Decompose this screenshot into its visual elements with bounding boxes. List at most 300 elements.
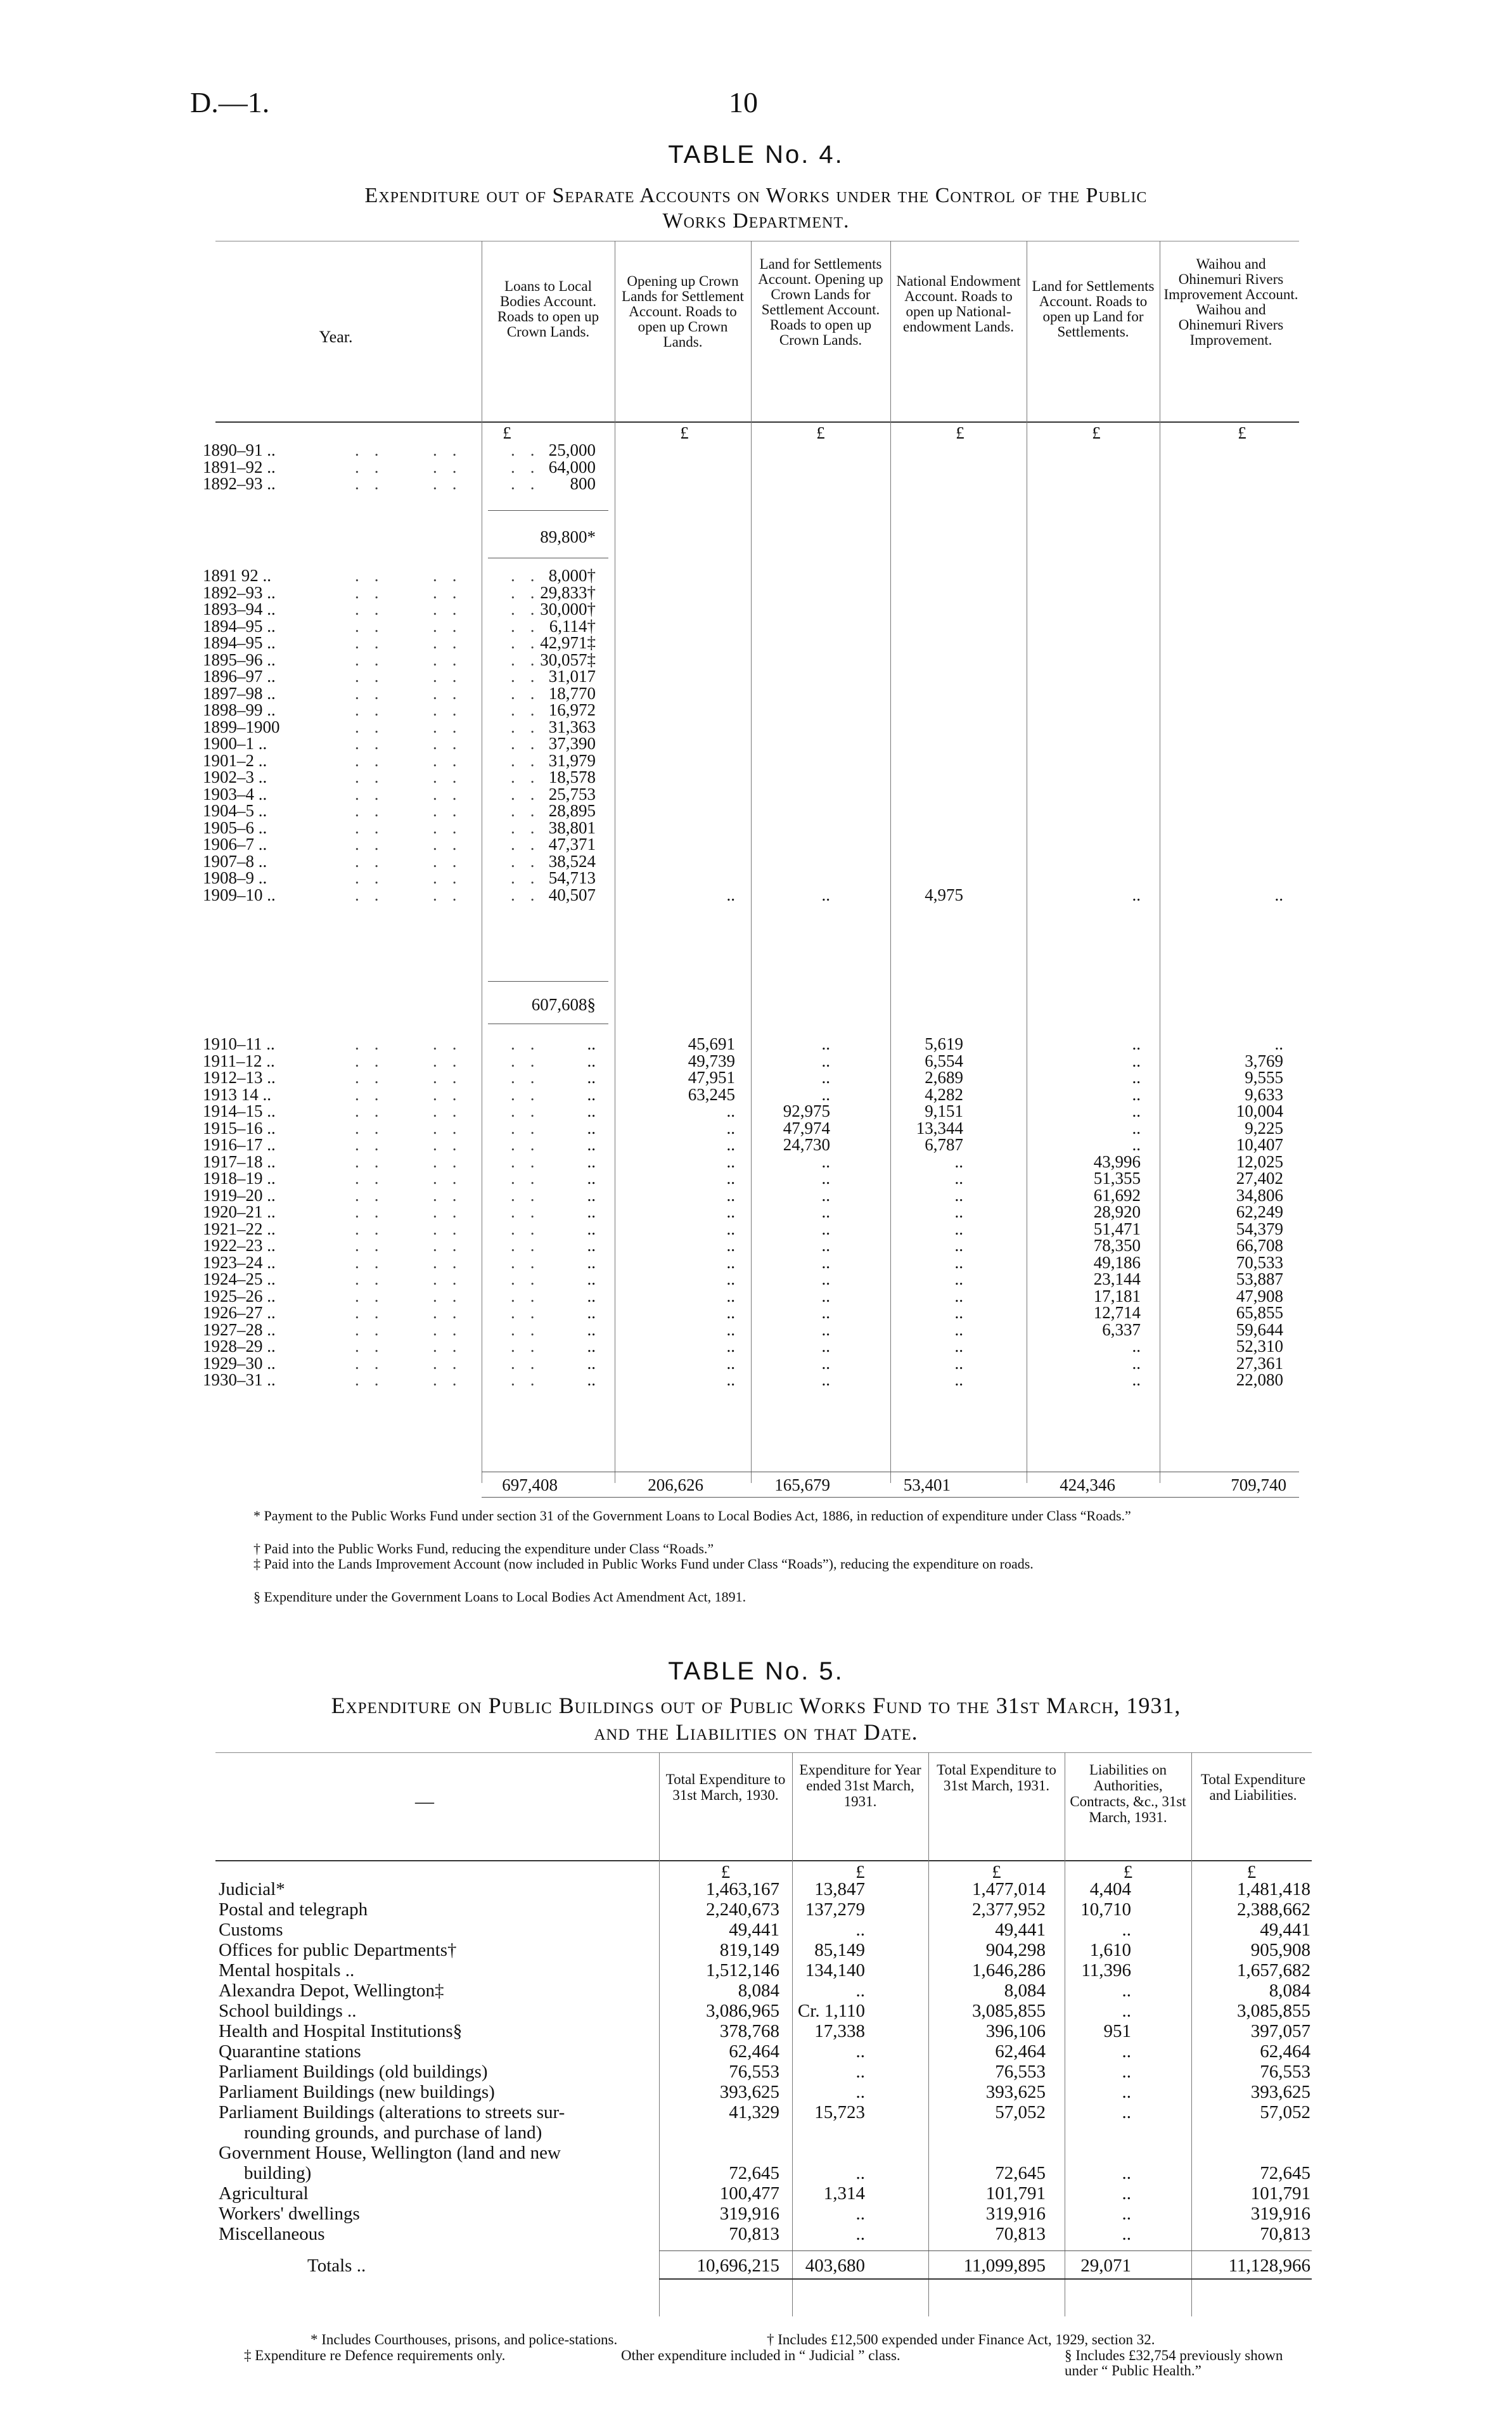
loans-cell: .. — [587, 1353, 596, 1373]
loans-cell: 25,000 — [548, 440, 596, 459]
loans-cell: 42,971‡ — [540, 633, 596, 652]
leader-dots: .. .. .. — [355, 818, 550, 837]
year-label: 1904–5 .. — [203, 801, 267, 820]
landset-cell: 61,692 — [1093, 1185, 1141, 1205]
national-cell: .. — [954, 1202, 963, 1221]
loans-cell: 31,017 — [548, 667, 596, 686]
landset-open-cell: .. — [821, 1202, 830, 1221]
leader-dots: .. .. .. — [355, 1169, 550, 1188]
year-label: 1899–1900 — [203, 717, 280, 736]
table5-c3-cell: 1,477,014 — [972, 1879, 1046, 1899]
table5-c5-cell: 76,553 — [1260, 2062, 1310, 2082]
loans-cell: .. — [587, 1202, 596, 1221]
table5-note-3: ‡ Expenditure re Defence requirements only. — [244, 2347, 506, 2363]
opening-cell: .. — [726, 1269, 735, 1288]
leader-dots: .. .. .. — [355, 1370, 550, 1389]
landset-cell: 51,471 — [1093, 1219, 1141, 1238]
totals-rule — [659, 2250, 1312, 2251]
loans-cell: 29,833† — [540, 582, 596, 602]
total-landset-open: 165,679 — [774, 1475, 830, 1494]
leader-dots: .. .. .. — [355, 667, 550, 686]
table5-c2-cell: .. — [855, 2062, 865, 2082]
leader-dots: .. .. .. — [355, 1101, 550, 1120]
currency-sign: £ — [956, 423, 964, 442]
header-total-1931: Total Expenditure to 31st March, 1931. — [937, 1762, 1056, 1794]
waihou-cell: 10,004 — [1236, 1101, 1283, 1120]
national-cell: .. — [954, 1303, 963, 1322]
national-cell: 2,689 — [925, 1068, 963, 1087]
loans-cell: 40,507 — [548, 885, 596, 904]
year-label: 1919–20 .. — [203, 1185, 276, 1205]
table5-c3-cell: 49,441 — [995, 1920, 1046, 1940]
table5-c3-cell: 396,106 — [985, 2021, 1046, 2041]
waihou-cell: 12,025 — [1236, 1152, 1283, 1171]
leader-dots: .. .. .. — [355, 474, 550, 493]
table5-c1-cell: 76,553 — [729, 2062, 779, 2082]
landset-open-cell: .. — [821, 1051, 830, 1070]
leader-dots: .. .. .. — [355, 835, 550, 854]
currency-sign: £ — [816, 423, 825, 442]
page-number: 10 — [729, 86, 758, 119]
header-total-1930: Total Expenditure to 31st March, 1930. — [665, 1771, 786, 1803]
leader-dots: .. .. .. — [355, 1152, 550, 1171]
year-label: 1930–31 .. — [203, 1370, 276, 1389]
table5-c2-cell: .. — [855, 2082, 865, 2102]
table5-c1-cell: 1,463,167 — [706, 1879, 779, 1899]
table5-c3-cell: 904,298 — [985, 1940, 1046, 1960]
leader-dots: .. .. .. — [355, 1068, 550, 1087]
opening-cell: 63,245 — [688, 1084, 735, 1104]
landset-cell: 78,350 — [1093, 1236, 1141, 1255]
leader-dots: .. .. .. — [355, 734, 550, 753]
table5-c4-cell: .. — [1122, 2224, 1131, 2244]
leader-dots: .. .. .. — [355, 801, 550, 820]
loans-cell: 16,972 — [548, 700, 596, 719]
table5-c1-cell: 62,464 — [729, 2041, 779, 2062]
loans-cell: .. — [587, 1135, 596, 1154]
table5-c3-cell: 70,813 — [995, 2224, 1046, 2244]
building-category-label-cont: building) — [244, 2163, 312, 2183]
currency-sign: £ — [503, 423, 511, 442]
landset-cell: .. — [1132, 1135, 1141, 1154]
opening-cell: .. — [726, 1319, 735, 1339]
loans-cell: 38,524 — [548, 851, 596, 871]
year-label: 1914–15 .. — [203, 1101, 276, 1120]
leader-dots: .. .. .. — [355, 885, 550, 904]
year-label: 1895–96 .. — [203, 650, 276, 669]
landset-open-cell: .. — [821, 1303, 830, 1322]
building-category-label: Mental hospitals .. — [219, 1960, 355, 1981]
landset-cell: 43,996 — [1093, 1152, 1141, 1171]
loans-cell: .. — [587, 1152, 596, 1171]
table5-c1-cell: 49,441 — [729, 1920, 779, 1940]
year-label: 1923–24 .. — [203, 1252, 276, 1272]
landset-open-cell: .. — [821, 1337, 830, 1356]
landset-cell: .. — [1132, 1034, 1141, 1053]
year-label: 1891 92 .. — [203, 566, 271, 585]
landset-open-cell: .. — [821, 1169, 830, 1188]
leader-dots: .. .. .. — [355, 1202, 550, 1221]
leader-dots: .. .. .. — [355, 851, 550, 871]
table4-note-dagger: † Paid into the Public Works Fund, reducing the expenditure under Class “Roads.” — [253, 1541, 714, 1557]
landset-cell: 12,714 — [1093, 1303, 1141, 1322]
year-label: 1920–21 .. — [203, 1202, 276, 1221]
subtotal-rule — [488, 981, 608, 982]
landset-cell: 23,144 — [1093, 1269, 1141, 1288]
loans-cell: 64,000 — [548, 457, 596, 477]
landset-cell: 28,920 — [1093, 1202, 1141, 1221]
table5-header-rule — [215, 1860, 1312, 1861]
table4-label: TABLE No. 4. — [668, 141, 844, 169]
page-ref: D.—1. — [190, 86, 270, 119]
table5-c1-cell: 1,512,146 — [706, 1960, 779, 1981]
year-label: 1898–99 .. — [203, 700, 276, 719]
building-category-label: Quarantine stations — [219, 2041, 361, 2062]
building-category-label: Postal and telegraph — [219, 1899, 368, 1920]
header-year: Year. — [319, 328, 353, 346]
loans-cell: .. — [587, 1219, 596, 1238]
building-category-label: School buildings .. — [219, 2001, 357, 2021]
landset-open-cell: .. — [821, 1084, 830, 1104]
table5-c2-cell: 85,149 — [814, 1940, 865, 1960]
table5-c5-cell: 70,813 — [1260, 2224, 1310, 2244]
subtotal-rule — [488, 510, 608, 511]
table5-c4-cell: 11,396 — [1081, 1960, 1131, 1981]
opening-cell: .. — [726, 1118, 735, 1138]
building-category-label: Health and Hospital Institutions§ — [219, 2021, 463, 2041]
table4-note-ddagger: ‡ Paid into the Lands Improvement Account (now included in Public Works Fund under Class “Roads”), reducing the expenditure on roads. — [253, 1556, 1034, 1572]
table5-subtitle-line1: Expenditure on Public Buildings out of Public Works Fund to the 31st March, 1931, — [331, 1693, 1181, 1718]
currency-sign: £ — [721, 1862, 731, 1882]
leader-dots: .. .. .. — [355, 1252, 550, 1272]
building-category-label: Judicial* — [219, 1879, 285, 1899]
leader-dots: .. .. .. — [355, 750, 550, 770]
table4-subtitle-line1: Expenditure out of Separate Accounts on Works under the Control of the Public — [364, 184, 1148, 207]
loans-cell: 31,363 — [548, 717, 596, 736]
national-cell: 5,619 — [925, 1034, 963, 1053]
year-label: 1927–28 .. — [203, 1319, 276, 1339]
table5-c5-cell: 57,052 — [1260, 2102, 1310, 2122]
landset-cell: .. — [1132, 1051, 1141, 1070]
loans-cell: 800 — [570, 474, 596, 493]
loans-cell: 54,713 — [548, 868, 596, 887]
table5-c1-cell: 378,768 — [719, 2021, 779, 2041]
opening-cell: .. — [726, 1185, 735, 1205]
table5-c2-cell: .. — [855, 2224, 865, 2244]
national-cell: .. — [954, 1353, 963, 1373]
loans-cell: .. — [587, 1068, 596, 1087]
table5-subtitle-line2: and the Liabilities on that Date. — [594, 1719, 918, 1745]
leader-dots: .. .. .. — [355, 1269, 550, 1288]
leader-dots: .. .. .. — [355, 784, 550, 804]
table5-c5-cell: 101,791 — [1250, 2183, 1310, 2204]
building-category-label: Parliament Buildings (new buildings) — [219, 2082, 495, 2102]
landset-open-cell: .. — [821, 1269, 830, 1288]
opening-cell: .. — [726, 1286, 735, 1306]
loans-cell: .. — [587, 1101, 596, 1120]
opening-cell: .. — [726, 1101, 735, 1120]
loans-cell: .. — [587, 1337, 596, 1356]
loans-cell: .. — [587, 1319, 596, 1339]
year-label: 1900–1 .. — [203, 734, 267, 753]
opening-cell: .. — [726, 1169, 735, 1188]
loans-cell: .. — [587, 1303, 596, 1322]
table5-c1-cell: 819,149 — [719, 1940, 779, 1960]
year-label: 1928–29 .. — [203, 1337, 276, 1356]
table4-header-rule — [215, 421, 1299, 423]
landset-open-cell: .. — [821, 1185, 830, 1205]
table5-c5-cell: 62,464 — [1260, 2041, 1310, 2062]
national-cell: 6,787 — [925, 1135, 963, 1154]
table5-c2-cell: .. — [855, 1981, 865, 2001]
table5-total-c1: 10,696,215 — [696, 2256, 779, 2276]
table4-subtitle-line2: Works Department. — [662, 209, 850, 233]
opening-cell: .. — [726, 1370, 735, 1389]
table5-c3-cell: 76,553 — [995, 2062, 1046, 2082]
table5-c1-cell: 3,086,965 — [706, 2001, 779, 2021]
loans-cell: .. — [587, 1269, 596, 1288]
header-total-liabilities: Total Expenditure and Liabilities. — [1200, 1771, 1306, 1803]
table5-c3-cell: 57,052 — [995, 2102, 1046, 2122]
landset-open-cell: .. — [821, 1068, 830, 1087]
landset-open-cell: .. — [821, 1236, 830, 1255]
opening-cell: .. — [726, 1219, 735, 1238]
loans-cell: 18,770 — [548, 683, 596, 703]
table5-c1-cell: 393,625 — [719, 2082, 779, 2102]
table5-c5-cell: 319,916 — [1250, 2204, 1310, 2224]
national-cell: 4,282 — [925, 1084, 963, 1104]
year-label: 1917–18 .. — [203, 1152, 276, 1171]
leader-dots: .. .. .. — [355, 440, 550, 459]
landset-open-cell: 47,974 — [783, 1118, 830, 1138]
table4-note-star: * Payment to the Public Works Fund under section 31 of the Government Loans to Local Bodies Act, 1886, in reduction of expenditure under Class “Roads.” — [253, 1508, 1131, 1524]
national-cell: .. — [954, 1152, 963, 1171]
table5-c5-cell: 8,084 — [1269, 1981, 1310, 2001]
total-opening: 206,626 — [648, 1475, 703, 1494]
year-label: 1891–92 .. — [203, 457, 276, 477]
landset-cell: .. — [1132, 885, 1141, 904]
building-category-label: Parliament Buildings (old buildings) — [219, 2062, 488, 2082]
leader-dots: .. .. .. — [355, 1135, 550, 1154]
waihou-cell: 27,361 — [1236, 1353, 1283, 1373]
landset-open-cell: 24,730 — [783, 1135, 830, 1154]
leader-dots: .. .. .. — [355, 1303, 550, 1322]
table5-c5-cell: 72,645 — [1260, 2163, 1310, 2183]
currency-sign: £ — [1238, 423, 1246, 442]
table5-c3-cell: 2,377,952 — [972, 1899, 1046, 1920]
year-label: 1901–2 .. — [203, 750, 267, 770]
header-blank: — — [415, 1791, 434, 1812]
year-label: 1892–93 .. — [203, 474, 276, 493]
table5-c2-cell: 1,314 — [823, 2183, 865, 2204]
table5-label: TABLE No. 5. — [668, 1657, 844, 1685]
table5-c1-cell: 8,084 — [738, 1981, 779, 2001]
leader-dots: .. .. .. — [355, 1118, 550, 1138]
waihou-cell: 52,310 — [1236, 1337, 1283, 1356]
loans-cell: .. — [587, 1370, 596, 1389]
landset-open-cell: .. — [821, 1152, 830, 1171]
table5-total-c5: 11,128,966 — [1228, 2256, 1310, 2276]
national-cell: .. — [954, 1319, 963, 1339]
waihou-cell: 62,249 — [1236, 1202, 1283, 1221]
waihou-cell: 9,555 — [1245, 1068, 1283, 1087]
currency-sign: £ — [992, 1862, 1001, 1882]
loans-subtotal: 607,608§ — [531, 995, 596, 1014]
table5-c2-cell: .. — [855, 2041, 865, 2062]
waihou-cell: 70,533 — [1236, 1252, 1283, 1272]
year-label: 1915–16 .. — [203, 1118, 276, 1138]
opening-cell: .. — [726, 1152, 735, 1171]
building-category-label-cont: rounding grounds, and purchase of land) — [244, 2122, 542, 2143]
leader-dots: .. .. .. — [355, 616, 550, 636]
leader-dots: .. .. .. — [355, 457, 550, 477]
national-cell: .. — [954, 1219, 963, 1238]
table5-c3-cell: 1,646,286 — [972, 1960, 1046, 1981]
loans-cell: 31,979 — [548, 750, 596, 770]
waihou-cell: 9,633 — [1245, 1084, 1283, 1104]
waihou-cell: 47,908 — [1236, 1286, 1283, 1306]
loans-cell: .. — [587, 1286, 596, 1306]
opening-cell: .. — [726, 1202, 735, 1221]
opening-cell: .. — [726, 1236, 735, 1255]
leader-dots: .. .. .. — [355, 1219, 550, 1238]
year-label: 1896–97 .. — [203, 667, 276, 686]
year-label: 1910–11 .. — [203, 1034, 275, 1053]
table5-c2-cell: Cr. 1,110 — [797, 2001, 865, 2021]
leader-dots: .. .. .. — [355, 1286, 550, 1306]
year-label: 1911–12 .. — [203, 1051, 275, 1070]
landset-open-cell: 92,975 — [783, 1101, 830, 1120]
year-label: 1916–17 .. — [203, 1135, 276, 1154]
year-label: 1912–13 .. — [203, 1068, 276, 1087]
waihou-cell: 59,644 — [1236, 1319, 1283, 1339]
year-label: 1924–25 .. — [203, 1269, 276, 1288]
year-label: 1929–30 .. — [203, 1353, 276, 1373]
loans-cell: .. — [587, 1185, 596, 1205]
currency-sign: £ — [1123, 1862, 1133, 1882]
table5-c2-cell: .. — [855, 2163, 865, 2183]
loans-cell: 28,895 — [548, 801, 596, 820]
table5-c3-cell: 101,791 — [985, 2183, 1046, 2204]
landset-cell: 49,186 — [1093, 1252, 1141, 1272]
table5-c5-cell: 905,908 — [1250, 1940, 1310, 1960]
table5-c1-cell: 72,645 — [729, 2163, 779, 2183]
table5-c1-cell: 41,329 — [729, 2102, 779, 2122]
landset-open-cell: .. — [821, 885, 830, 904]
table5-c4-cell: 951 — [1103, 2021, 1131, 2041]
landset-cell: .. — [1132, 1337, 1141, 1356]
waihou-cell: 3,769 — [1245, 1051, 1283, 1070]
year-label: 1893–94 .. — [203, 600, 276, 619]
header-liabilities: Liabilities on Authorities, Contracts, &c., 31st March, 1931. — [1070, 1762, 1186, 1825]
waihou-cell: .. — [1274, 1034, 1283, 1053]
table5-c1-cell: 319,916 — [719, 2204, 779, 2224]
year-label: 1894–95 .. — [203, 616, 276, 636]
table5-c4-cell: .. — [1122, 1981, 1131, 2001]
landset-cell: .. — [1132, 1118, 1141, 1138]
header-national: National Endowment Account. Roads to open up National-endowment Lands. — [896, 273, 1021, 335]
opening-cell: .. — [726, 1135, 735, 1154]
waihou-cell: 54,379 — [1236, 1219, 1283, 1238]
building-category-label: Government House, Wellington (land and new — [219, 2143, 561, 2163]
loans-cell: .. — [587, 1034, 596, 1053]
building-category-label: Agricultural — [219, 2183, 309, 2204]
table5-c1-cell: 2,240,673 — [706, 1899, 779, 1920]
table5-c3-cell: 393,625 — [985, 2082, 1046, 2102]
leader-dots: .. .. .. — [355, 582, 550, 602]
opening-cell: .. — [726, 1303, 735, 1322]
table5-total-c3: 11,099,895 — [963, 2256, 1046, 2276]
opening-cell: .. — [726, 1252, 735, 1272]
table5-c2-cell: 17,338 — [814, 2021, 865, 2041]
national-cell: .. — [954, 1370, 963, 1389]
table5-c5-cell: 3,085,855 — [1237, 2001, 1310, 2021]
loans-cell: 25,753 — [548, 784, 596, 804]
landset-open-cell: .. — [821, 1370, 830, 1389]
landset-open-cell: .. — [821, 1252, 830, 1272]
table5-c4-cell: .. — [1122, 2001, 1131, 2021]
table5-c4-cell: .. — [1122, 2183, 1131, 2204]
building-category-label: Alexandra Depot, Wellington‡ — [219, 1981, 444, 2001]
table5-c4-cell: .. — [1122, 1920, 1131, 1940]
loans-cell: .. — [587, 1169, 596, 1188]
leader-dots: .. .. .. — [355, 650, 550, 669]
header-landset-open: Land for Settlements Account. Opening up Crown Lands for Settlement Account. Roads to open up Crown Lands. — [758, 256, 883, 348]
table5-c5-cell: 49,441 — [1260, 1920, 1310, 1940]
currency-sign: £ — [855, 1862, 865, 1882]
table5-total-c2: 403,680 — [805, 2256, 865, 2276]
year-label: 1892–93 .. — [203, 582, 276, 602]
table5-c2-cell: .. — [855, 1920, 865, 1940]
header-landset: Land for Settlements Account. Roads to open up Land for Settlements. — [1032, 278, 1155, 340]
year-label: 1908–9 .. — [203, 868, 267, 887]
table5-c3-cell: 72,645 — [995, 2163, 1046, 2183]
table5-top-rule — [215, 1752, 1312, 1753]
table5-c5-cell: 1,481,418 — [1237, 1879, 1310, 1899]
leader-dots: .. .. .. — [355, 700, 550, 719]
table5-c3-cell: 3,085,855 — [972, 2001, 1046, 2021]
year-label: 1890–91 .. — [203, 440, 276, 459]
leader-dots: .. .. .. — [355, 1337, 550, 1356]
table5-c4-cell: .. — [1122, 2041, 1131, 2062]
landset-cell: 17,181 — [1093, 1286, 1141, 1306]
year-label: 1903–4 .. — [203, 784, 267, 804]
building-category-label: Offices for public Departments† — [219, 1940, 457, 1960]
header-waihou: Waihou and Ohinemuri Rivers Improvement Account. Waihou and Ohinemuri Rivers Improvement. — [1163, 256, 1298, 348]
leader-dots: .. .. .. — [355, 1319, 550, 1339]
waihou-cell: 22,080 — [1236, 1370, 1283, 1389]
national-cell: .. — [954, 1286, 963, 1306]
leader-dots: .. .. .. — [355, 1034, 550, 1053]
header-expenditure-year: Expenditure for Year ended 31st March, 1931. — [799, 1762, 921, 1809]
total-landset: 424,346 — [1060, 1475, 1115, 1494]
waihou-cell: 66,708 — [1236, 1236, 1283, 1255]
leader-dots: .. .. .. — [355, 767, 550, 786]
waihou-cell: 65,855 — [1236, 1303, 1283, 1322]
total-national: 53,401 — [903, 1475, 951, 1494]
leader-dots: .. .. .. — [355, 600, 550, 619]
leader-dots: .. .. .. — [355, 566, 550, 585]
landset-cell: 51,355 — [1093, 1169, 1141, 1188]
loans-cell: .. — [587, 1118, 596, 1138]
leader-dots: .. .. .. — [355, 1051, 550, 1070]
national-cell: .. — [954, 1252, 963, 1272]
national-cell: 9,151 — [925, 1101, 963, 1120]
opening-cell: .. — [726, 1337, 735, 1356]
waihou-cell: 27,402 — [1236, 1169, 1283, 1188]
table5-note-4: Other expenditure included in “ Judicial ” class. — [621, 2347, 900, 2363]
currency-sign: £ — [1246, 1862, 1257, 1882]
